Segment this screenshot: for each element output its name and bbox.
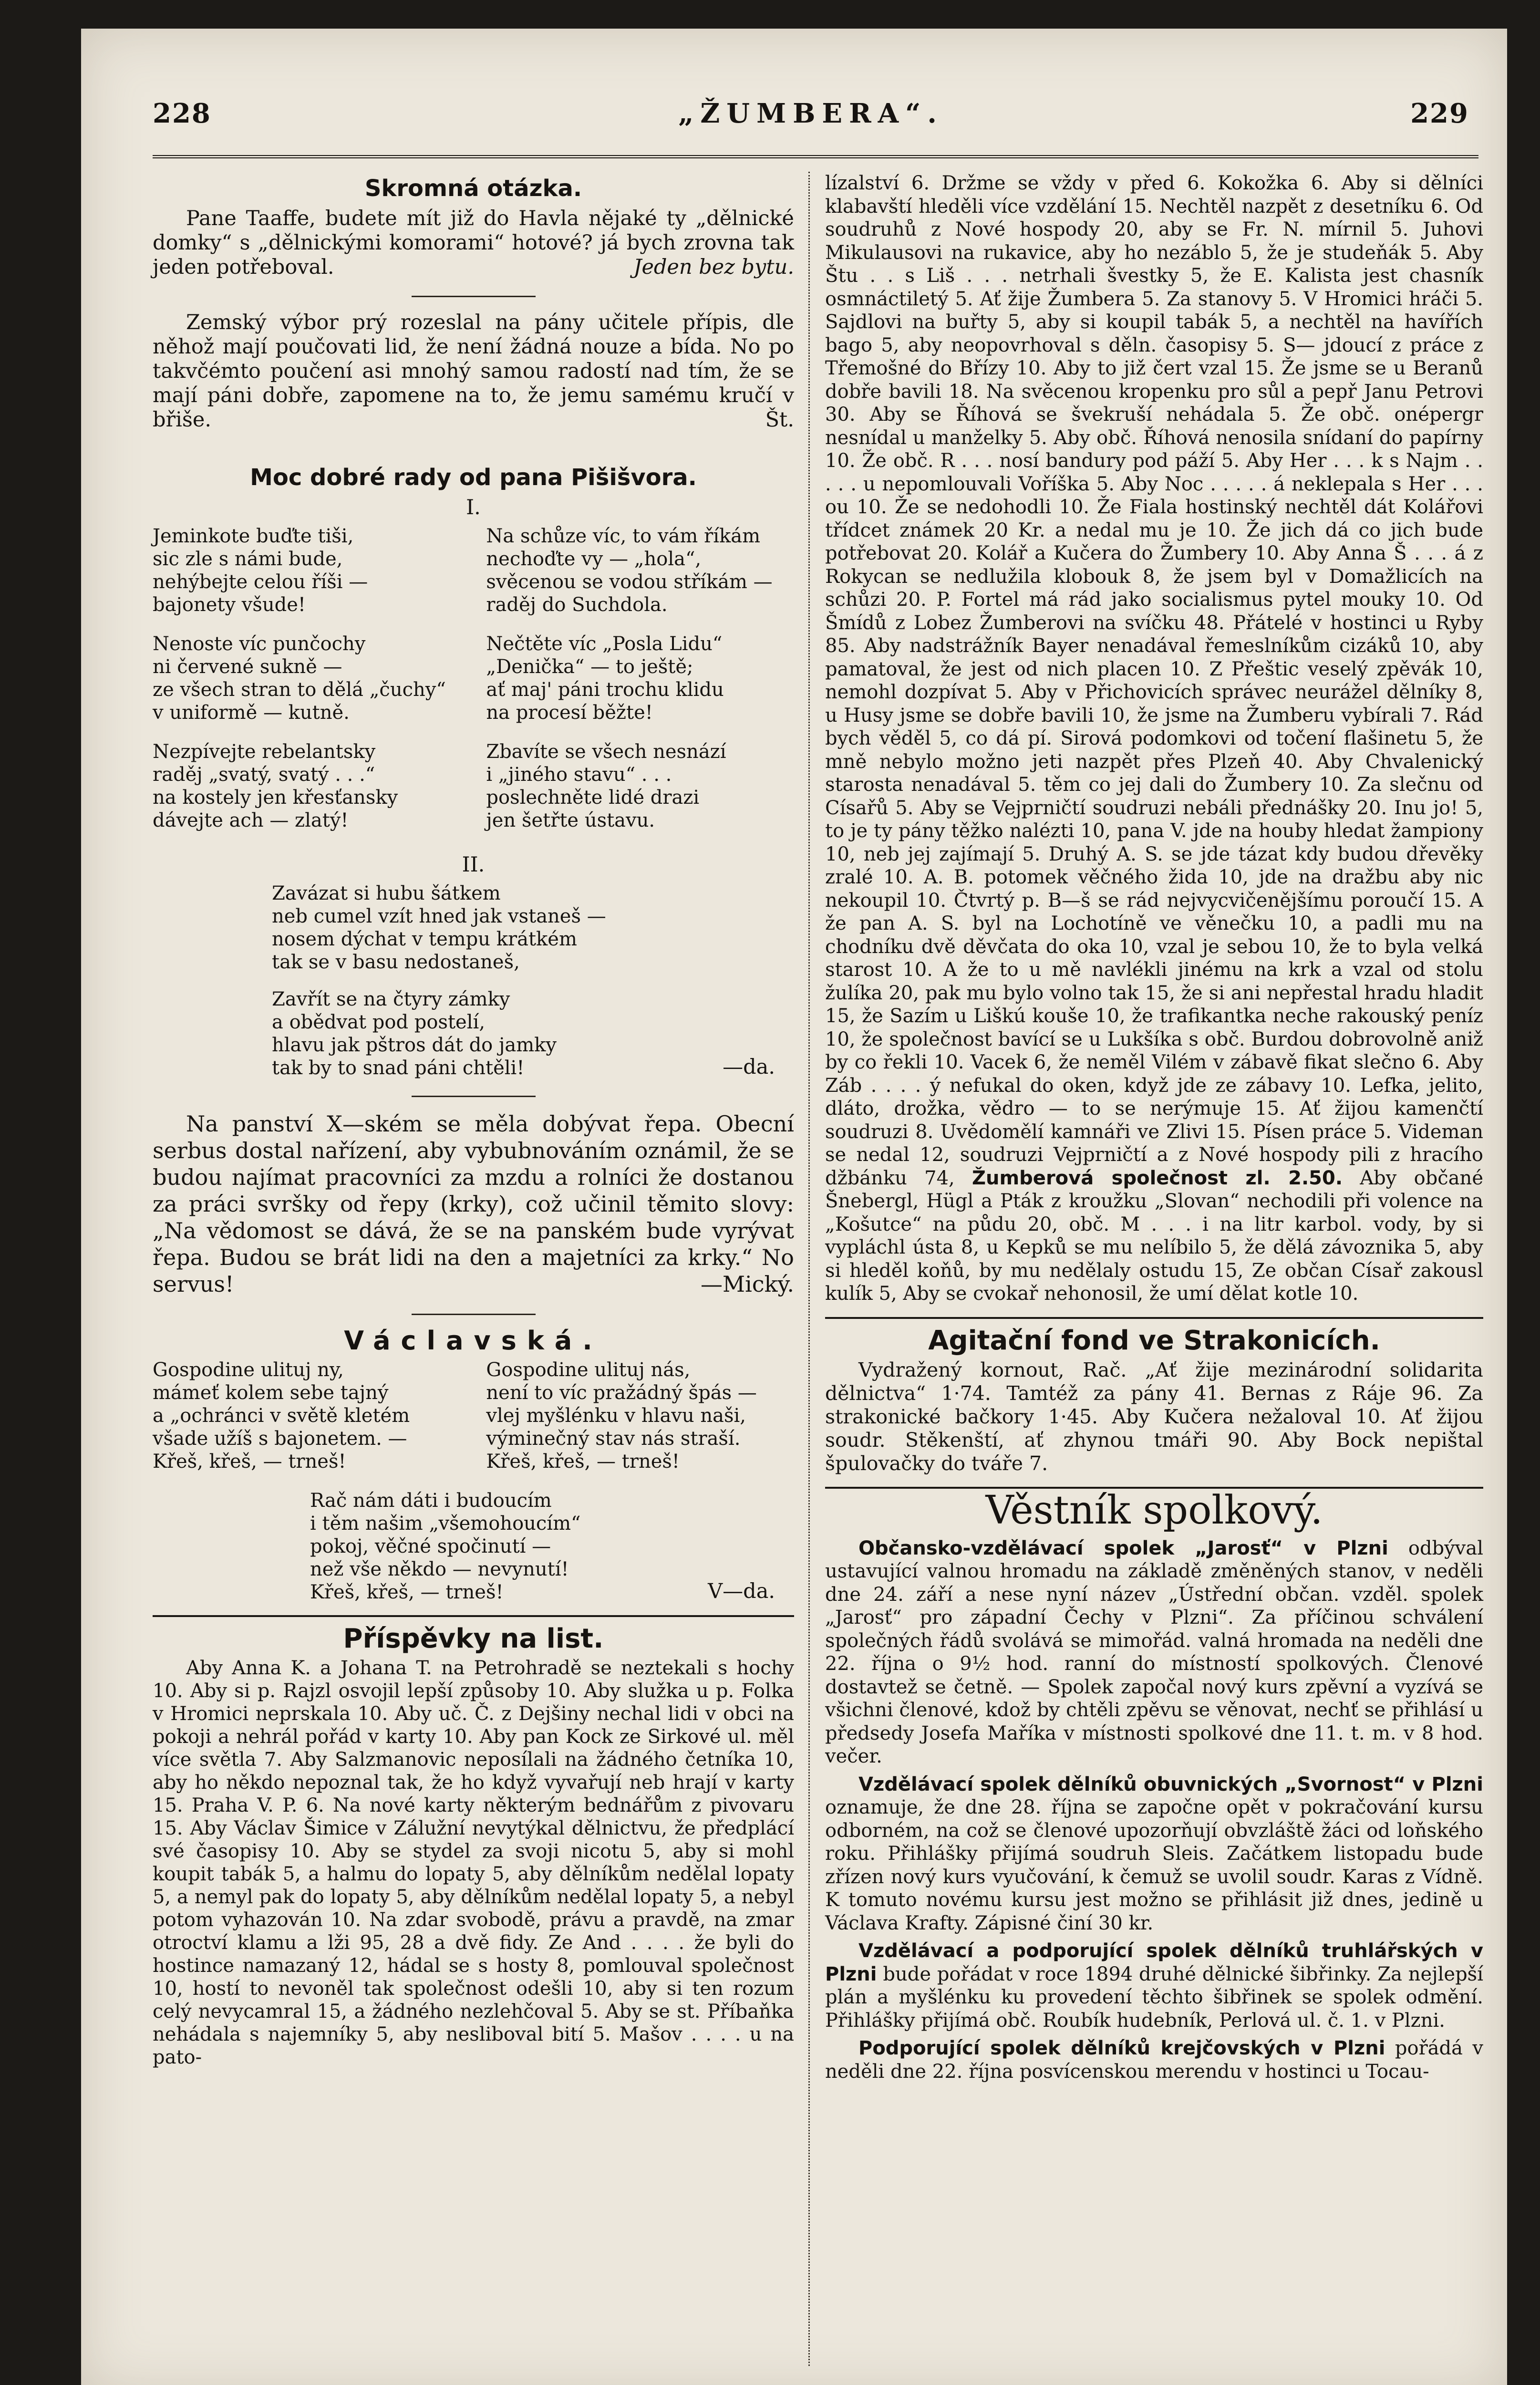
stanza: Zavázat si hubu šátkem neb cumel vzít hned jak vstaneš — nosem dýchat v tempu krátkém tak se v basu nedostaneš,	[272, 882, 606, 973]
page-header	[153, 98, 1469, 136]
stanza: Nenoste víc punčochy ni červené sukně — ze všech stran to dělá „čuchy“ v uniformě — kutně.	[153, 633, 446, 724]
article-signature: —Mický.	[701, 1271, 794, 1297]
stanza: Na schůze víc, to vám říkám nechoďte vy — „hola“, svěcenou se vodou stříkám — raděj do Suchdola.	[486, 525, 773, 616]
stanza-with-signature	[153, 988, 794, 1079]
club-notice: Podporující spolek dělníků krejčovských v Plzni pořádá v neděli dne 22. října posvícenskou merendu v hostinci u Tocau-	[825, 2037, 1483, 2083]
stanza: Jeminkote buďte tiši, sic zle s námi bude, nehýbejte celou říši — bajonety všude!	[153, 525, 368, 616]
article-title: Příspěvky na list.	[343, 1623, 604, 1654]
article-text: Zemský výbor prý rozeslal na pány učitele přípis, dle něhož mají poučovati lid, že není žádná nouze a bída. No po takvčémto poučení asi mnohý samou radostí nad tím, že se mají páni dobře, zapomene na to, že jemu samému kručí v břiše. Št.	[153, 311, 794, 432]
poem-columns	[153, 1358, 794, 1489]
club-notice: Občansko-vzdělávací spolek „Jarosť“ v Plzni odbýval ustavující valnou hromadu na základě změněných stanov, v neděli dne 24. září a nese nyní název „Ústřední občan. vzděl. spolek „Jarosť“ pro západní Čechy v Plzni“. Za příčinou schválení společných řádů svolává se mimořád. valná hromada na neděli dne 22. října o 9½ hod. ranní do místností spolkových. Členové dostavtež se četně. — Spolek započal nový kurs zpěvní a vyzívá se všichni členové, kdož by chtěli zpěvu se věnovat, nechť se přihlásí u předsedy Josefa Maříka v místnosti spolkové dne 11. t. m. v 8 hod. večer.	[825, 1537, 1483, 1767]
stanza-with-signature	[153, 1489, 794, 1604]
article-signature: Jeden bez bytu.	[633, 255, 794, 279]
masthead-title: „ŽUMBERA“.	[678, 98, 943, 129]
part-number: I.	[466, 496, 481, 519]
stanza: Rač nám dáti i budoucím i těm našim „všemohoucím“ pokoj, věčné spočinutí — než vše někdo — nevynutí! Křeš, křeš, — trneš!	[310, 1490, 581, 1603]
page-number-left: 228	[153, 98, 211, 129]
section-rule	[825, 1317, 1483, 1319]
poem-column-2: Gospodine ulituj nás, není to víc pražádný špás — vlej myšlénku v hlavu naši, výminečný stav nás straší. Křeš, křeš, — trneš!	[486, 1359, 757, 1472]
divider	[412, 296, 536, 297]
left-column	[153, 172, 794, 2074]
article-title: Moc dobré rady od pana Pišišvora.	[250, 464, 697, 491]
poem-column-1: Gospodine ulituj ny, mámeť kolem sebe tajný a „ochránci v světě kletém všade užíš s bajonetem. — Křeš, křeš, — trneš!	[153, 1359, 410, 1472]
column-separator	[808, 172, 810, 2366]
newspaper-page	[81, 29, 1507, 2385]
article-title: Skromná otázka.	[364, 175, 582, 202]
article-title: Věstník spolkový.	[985, 1487, 1323, 1533]
article-panstvi	[153, 1110, 794, 1297]
poem-columns	[153, 525, 794, 848]
poem-column-2	[486, 525, 794, 848]
article-agitacni-fond	[825, 1325, 1483, 1475]
contributions-continued: lízalství 6. Držme se vždy v před 6. Kokožka 6. Aby si dělníci klabavští hleděli více vzdělání 15. Nechtěl nazpět z desetníku 6. Od soudruhů z Nové hospody 20, aby se Fr. N. mírnil 5. Juhovi Mikulausovi na rukavice, aby ho nezáblo 5, že je studeňák 5. Aby Štu . . s Liš . . . netrhali švestky 5, že E. Kalista jest chasník osmnáctiletý 5. Ať žije Žumbera 5. Za stanovy 5. V Hromici hráči 5. Sajdlovi na buřty 5, aby si koupil tabák 5, a nechtěl na havířích bago 5, aby neopovrhoval s děln. časopisy 5. S— jdoucí z práce z Třemošné do Břízy 10. Aby to již čert vzal 15. Že jsme se u Beranů dobře bavili 18. Na svěcenou kropenku pro sůl a pepř Janu Petrovi 30. Aby se Říhová se švekruší nehádala 5. Že obč. onépergr nesnídal u manželky 5. Aby obč. Říhová nenosila snídaní do papírny 10. Že obč. R . . . nosí bandury pod páží 5. Aby Her . . . k s Najm . . . . . u nepomlouvali Voříška 5. Aby Noc . . . . . á neklepala s Her . . . ou 10. Že se nedohodli 10. Že Fiala hostinský nechtěl dát Kolářovi třídcet známek 20 Kr. a nedal mu je 10. Že jich dá co jich bude potřebovat 20. Kolář a Kučera do Žumbery 10. Aby Anna Š . . . á z Rokycan se nedlužila klobouk 8, že jsem byl v Domažlicích na schůzi 20. P. Fortel má rád jako socialismus pytel mouky 10. Od Šmídů z Lobez Žumberovi na svíčku 48. Přátelé v hostinci u Ryby 85. Aby nadstrážník Bayer nenadával řemeslníkům cizáků 10, aby pamatoval, že jest od nich placen 10. Z Přeštic veselý zpěvák 10, nemohl dozpívat 5. Aby v Přichovicích správec neurážel dělníky 8, u Husy jsme se dobře bavili 10, že jsme na Žumberu vybírali 7. Rád bych věděl 5, co dá pí. Sirová podomkovi od točení flašinetu 5, že mně nebylo možno jeti nazpět přes Plzeň 40. Aby Chvalenický starosta nenadával 5. těm co jej dali do Žumbery 10. Za slečnu od Císařů 5. Aby se Vejprničtí soudruzi nebáli přednášky 20. Inu jo! 5, to je ty pány těžko nalézti 10, pana V. jde na houby hledat žampiony 10, neb jej zajímají 5. Druhý A. S. se jde tázat kdy budou dřevěky zralé 10. A. B. potomek věčného žida 10, jde na dražbu aby nic nekoupil 10. Čtvrtý p. B—š se rád nejvycvičenějšímu poroučí 15. A že pan A. S. byl na Lochotíně ve věnečku 10, a padli mu na chodníku dvě děvčata do oka 10, vzal je sebou 10, že to byla velká starost 10. A že to u mě navlékli jinému na krk a vzal od stolu žulíka 20, pak mu bylo volno tak 15, že si ani nepřestal hradu hladit 15, že Sazím u Liškú kouše 10, že trafikantka neche rakouský peníz 10, že společnost bavící se u Lukšíka s obč. Burdou dobrovolně aniž by co řekli 10. Vacek 6, že neměl Vilém v zábavě fikat slečno 6. Aby Záb . . . . ý nefukal do oken, když jde ze zábavy 10. Lefka, jelito, dláto, drožka, vědro — to se nerýmuje 15. Ať žijou kamenčtí soudruzi 8. Uvědomělí kamnáři ve Zlivi 15. Písen práce 5. Videman se nedal 12, soudruzi Vejprničtí a z Nové hospody pili z hracího džbánku 74, Žumberová společnost zl. 2.50. Aby občané Šnebergl, Hügl a Pták z kroužku „Slovan“ nechodili při volence na „Košutce“ na půdu 20, obč. M . . . i na litr karbol. vody, by si vypláchl ústa 8, u Kepků se mu nelíbilo 5, že dělá závoznika 5, aby si hleděl koňů, by mu nedělaly ostudu 15, Ze občan Císař zakousl kulík 5, Aby se cvokař nehonosil, že umí dělat kotle 10.	[825, 172, 1483, 1305]
section-rule	[153, 1615, 794, 1617]
divider	[412, 1314, 536, 1315]
poem-signature: —da.	[723, 1055, 775, 1079]
poem-signature: V—da.	[708, 1579, 775, 1603]
part-number: II.	[462, 853, 485, 877]
stanza: Zbavíte se všech nesnází i „jiného stavu“ . . . poslechněte lidé drazi jen šetřte ústavu.	[486, 741, 726, 831]
poem-column-1	[153, 525, 461, 848]
article-text: Aby Anna K. a Johana T. na Petrohradě se neztekali s hochy 10. Aby si p. Rajzl osvojil lepší způsoby 10. Aby služka u p. Folka v Hromici neprskala 10. Aby uč. Č. z Dejšiny nechal lidi v obci na pokoji a nehrál pořád v karty 10. Aby pan Kock ze Sirkové ul. měl více světla 7. Aby Salzmanovic neposílali na žádného četníka 10, aby ho někdo nepoznal tak, že ho když vyvařují neb hrají v karty 15. Praha V. P. 6. Na nové karty některým bednářům z pivovaru 15. Aby Václav Šimice v Zálužní nevytýkal dělnictvu, že předplácí své časopisy 10. Aby se stydel za svoji nicotu 5, aby si mohl koupit tabák 5, a halmu do lopaty 5, aby dělníkům nedělal lopaty 5, a nemyl pak do lopaty 5, aby dělníkům nedělal lopaty 5, a nebyl potom vyhazován 10. Na zdar svobodě, právu a pravdě, na zmar otroctví klamu a lži 95, 28 a dvě fidy. Ze And . . . . že byli do hostince namazaný 12, hádal se s hosty 8, pomlouval společnost 10, hostí to nevoněl tak společnost odešli 10, aby si ten rozum celý nevycamral 15, a žádného nezlehčoval 5. Aby se st. Příbaňka nehádala s najemníky 5, aby nesliboval bití 5. Mašov . . . . u na pato-	[153, 1657, 794, 2068]
article-prispevky	[153, 1623, 794, 2069]
article-zemsky	[153, 311, 794, 432]
divider	[412, 1096, 536, 1097]
article-title: Václavská.	[344, 1326, 603, 1356]
stanza: Nečtěte víc „Posla Lidu“ „Denička“ — to ještě; ať maj' páni trochu klidu na procesí běžte!	[486, 633, 724, 724]
article-text: Pane Taaffe, budete mít již do Havla nějaké ty „dělnické domky“ s „dělnickými komorami“ hotové? já bych zrovna tak jeden potřeboval. Jeden bez bytu.	[153, 207, 794, 279]
article-vestnik-spolkovy	[825, 1487, 1483, 2084]
article-skromna	[153, 176, 794, 280]
club-notice: Vzdělávací spolek dělníků obuvnických „Svornost“ v Plzni oznamuje, že dne 28. října se započne opět v pokračování kursu odborném, na což se členové upozorňují obvzláště žáci od loňského roku. Přihlášky přijímá soudruh Sleis. Začátkem listopadu bude zřízen nový kurs vyučování, k čemuž se uvolil soudr. Karas z Vídně. K tomuto novému kursu jest možno se přihlásit již dnes, jedině u Václava Krafty. Zápisné činí 30 kr.	[825, 1773, 1483, 1934]
article-signature: Št.	[765, 408, 794, 432]
article-moc-dobre-rady	[153, 466, 794, 1079]
club-notice: Vzdělávací a podporující spolek dělníků truhlářských v Plzni bude pořádat v roce 1894 druhé dělnické šibřinky. Za nejlepší plán a myšlénku ku provedení těchto šibřinek se spolek odmění. Přihlášky přijímá obč. Roubík hudebník, Perlová ul. č. 1. v Plzni.	[825, 1940, 1483, 2032]
article-text: Vydražený kornout, Rač. „Ať žije mezinárodní solidarita dělnictva“ 1·74. Tamtéž za pány 41. Bernas z Ráje 96. Za strakonické bačkory 1·45. Aby Kučera nežaloval 10. Ať žijou soudr. Stěkenští, ať zhynou tmáři 90. Aby Bock nepištal špulovačky do tváře 7.	[825, 1358, 1483, 1475]
stanza: Zavřít se na čtyry zámky a obědvat pod postelí, hlavu jak pštros dát do jamky tak by to snad páni chtěli!	[272, 988, 557, 1079]
highlighted-contribution: Žumberová společnost zl. 2.50.	[972, 1167, 1343, 1189]
article-vaclavska	[153, 1328, 794, 1604]
stanza: Nezpívejte rebelantsky raděj „svatý, svatý . . .“ na kostely jen křesťansky dávejte ach — zlatý!	[153, 741, 398, 831]
page-number-right: 229	[1410, 98, 1469, 129]
article-title: Agitační fond ve Strakonicích.	[928, 1325, 1380, 1356]
header-rule	[153, 155, 1478, 161]
article-text: Na panství X—ském se měla dobývat řepa. Obecní serbus dostal nařízení, aby vybubnováním oznámil, že se budou najímat pracovníci za mzdu a rolníci že dostanou za práci svršky od řepy (krky), což učinil těmito slovy: „Na vědomost se dává, že se na panském bude vyrývat řepa. Budou se brát lidi na den a majetníci za krky.“ No servus! —Mický.	[153, 1111, 794, 1297]
right-column	[825, 172, 1483, 2088]
